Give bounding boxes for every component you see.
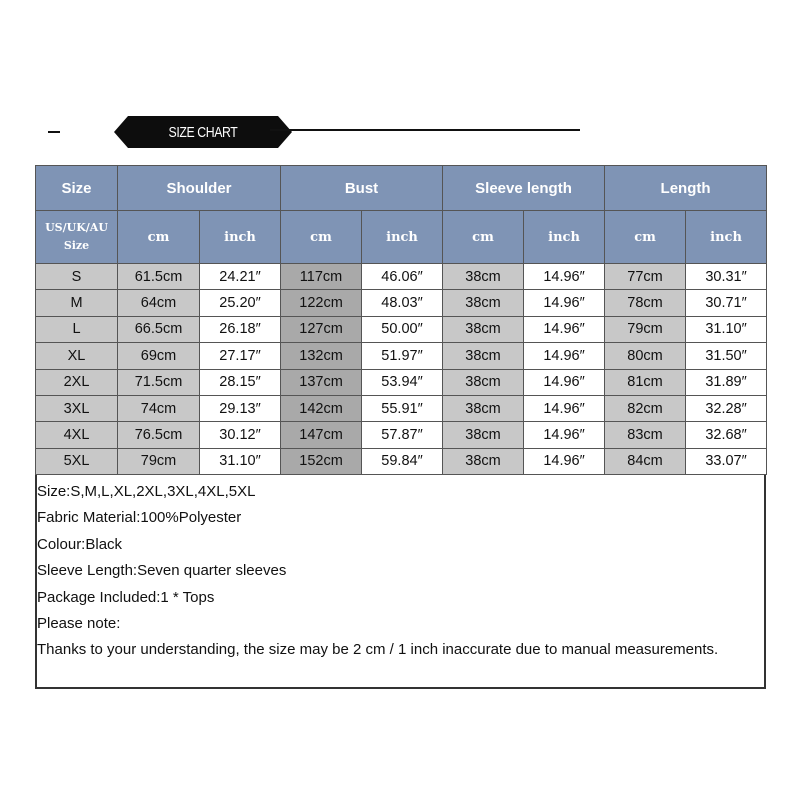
size-cell: 4XL — [36, 422, 118, 448]
measurement-cell: 14.96″ — [524, 422, 605, 448]
measurement-cell: 24.21″ — [200, 264, 281, 290]
measurement-cell: 14.96″ — [524, 395, 605, 421]
measurement-cell: 14.96″ — [524, 264, 605, 290]
unit-header: cm — [605, 211, 686, 264]
measurement-cell: 33.07″ — [686, 448, 767, 474]
measurement-cell: 32.28″ — [686, 395, 767, 421]
note-please-note: Please note: — [37, 615, 121, 633]
measurement-cell: 78cm — [605, 290, 686, 316]
table-row — [36, 369, 767, 395]
banner-title: SIZE CHART — [168, 123, 238, 141]
size-cell: S — [36, 264, 118, 290]
measurement-cell: 66.5cm — [118, 316, 200, 342]
header-size: Size — [36, 166, 118, 211]
size-region-sublabel: Size — [63, 239, 90, 252]
measurement-cell: 137cm — [281, 369, 362, 395]
banner-title-box — [128, 116, 278, 148]
measurement-cell: 30.71″ — [686, 290, 767, 316]
table-row — [36, 264, 767, 290]
measurement-cell: 61.5cm — [118, 264, 200, 290]
table-row — [36, 316, 767, 342]
table-row — [36, 395, 767, 421]
measurement-cell: 27.17″ — [200, 343, 281, 369]
unit-header: inch — [200, 211, 281, 264]
measurement-cell: 127cm — [281, 316, 362, 342]
measurement-cell: 51.97″ — [362, 343, 443, 369]
header-sleeve-length: Sleeve length — [443, 166, 605, 211]
measurement-cell: 38cm — [443, 290, 524, 316]
size-cell: 3XL — [36, 395, 118, 421]
measurement-cell: 122cm — [281, 290, 362, 316]
banner-notch-right — [278, 116, 292, 148]
table-header-row — [36, 166, 767, 211]
size-region-label: US/UK/AU — [45, 221, 108, 234]
measurement-cell: 31.10″ — [686, 316, 767, 342]
measurement-cell: 38cm — [443, 264, 524, 290]
measurement-cell: 31.89″ — [686, 369, 767, 395]
measurement-cell: 59.84″ — [362, 448, 443, 474]
size-cell: 5XL — [36, 448, 118, 474]
table-row — [36, 290, 767, 316]
header-bust: Bust — [281, 166, 443, 211]
measurement-cell: 80cm — [605, 343, 686, 369]
measurement-cell: 76.5cm — [118, 422, 200, 448]
measurement-cell: 50.00″ — [362, 316, 443, 342]
measurement-cell: 38cm — [443, 369, 524, 395]
measurement-cell: 48.03″ — [362, 290, 443, 316]
measurement-cell: 84cm — [605, 448, 686, 474]
measurement-cell: 71.5cm — [118, 369, 200, 395]
measurement-cell: 117cm — [281, 264, 362, 290]
unit-header: inch — [524, 211, 605, 264]
measurement-cell: 79cm — [605, 316, 686, 342]
measurement-cell: 38cm — [443, 316, 524, 342]
note-fabric: Fabric Material:100%Polyester — [37, 509, 242, 527]
measurement-cell: 14.96″ — [524, 448, 605, 474]
size-cell: M — [36, 290, 118, 316]
table-row — [36, 422, 767, 448]
measurement-cell: 38cm — [443, 395, 524, 421]
measurement-cell: 64cm — [118, 290, 200, 316]
measurement-cell: 14.96″ — [524, 343, 605, 369]
measurement-cell: 81cm — [605, 369, 686, 395]
measurement-cell: 28.15″ — [200, 369, 281, 395]
banner-notch-left — [114, 116, 128, 148]
measurement-cell: 69cm — [118, 343, 200, 369]
measurement-cell: 26.18″ — [200, 316, 281, 342]
header-length: Length — [605, 166, 767, 211]
header-size-region — [36, 211, 118, 264]
note-sleeve: Sleeve Length:Seven quarter sleeves — [37, 562, 287, 580]
measurement-cell: 38cm — [443, 448, 524, 474]
banner-rule — [270, 129, 580, 131]
measurement-cell: 74cm — [118, 395, 200, 421]
header-shoulder: Shoulder — [118, 166, 281, 211]
note-package: Package Included:1 * Tops — [37, 588, 215, 606]
table-body — [36, 264, 767, 475]
measurement-cell: 32.68″ — [686, 422, 767, 448]
unit-header: cm — [443, 211, 524, 264]
measurement-cell: 30.12″ — [200, 422, 281, 448]
measurement-cell: 82cm — [605, 395, 686, 421]
measurement-cell: 83cm — [605, 422, 686, 448]
measurement-cell: 55.91″ — [362, 395, 443, 421]
banner-dash — [48, 131, 60, 133]
measurement-cell: 30.31″ — [686, 264, 767, 290]
product-notes — [37, 479, 764, 664]
measurement-cell: 57.87″ — [362, 422, 443, 448]
measurement-cell: 25.20″ — [200, 290, 281, 316]
note-disclaimer: Thanks to your understanding, the size may be 2 cm / 1 inch inaccurate due to manual measurements. — [37, 641, 719, 659]
measurement-cell: 152cm — [281, 448, 362, 474]
size-chart-banner — [48, 116, 588, 148]
measurement-cell: 132cm — [281, 343, 362, 369]
size-cell: XL — [36, 343, 118, 369]
measurement-cell: 29.13″ — [200, 395, 281, 421]
measurement-cell: 14.96″ — [524, 369, 605, 395]
size-cell: L — [36, 316, 118, 342]
measurement-cell: 14.96″ — [524, 290, 605, 316]
unit-header: cm — [118, 211, 200, 264]
measurement-cell: 31.10″ — [200, 448, 281, 474]
measurement-cell: 53.94″ — [362, 369, 443, 395]
measurement-cell: 46.06″ — [362, 264, 443, 290]
unit-header: inch — [686, 211, 767, 264]
measurement-cell: 147cm — [281, 422, 362, 448]
measurement-cell: 38cm — [443, 343, 524, 369]
measurement-cell: 77cm — [605, 264, 686, 290]
note-colour: Colour:Black — [37, 535, 123, 553]
unit-header: inch — [362, 211, 443, 264]
measurement-cell: 14.96″ — [524, 316, 605, 342]
size-chart-table — [35, 165, 767, 475]
table-row — [36, 448, 767, 474]
note-sizes: Size:S,M,L,XL,2XL,3XL,4XL,5XL — [37, 483, 256, 500]
size-cell: 2XL — [36, 369, 118, 395]
measurement-cell: 31.50″ — [686, 343, 767, 369]
measurement-cell: 38cm — [443, 422, 524, 448]
table-row — [36, 343, 767, 369]
unit-header: cm — [281, 211, 362, 264]
measurement-cell: 79cm — [118, 448, 200, 474]
measurement-cell: 142cm — [281, 395, 362, 421]
table-unit-row — [36, 211, 767, 264]
